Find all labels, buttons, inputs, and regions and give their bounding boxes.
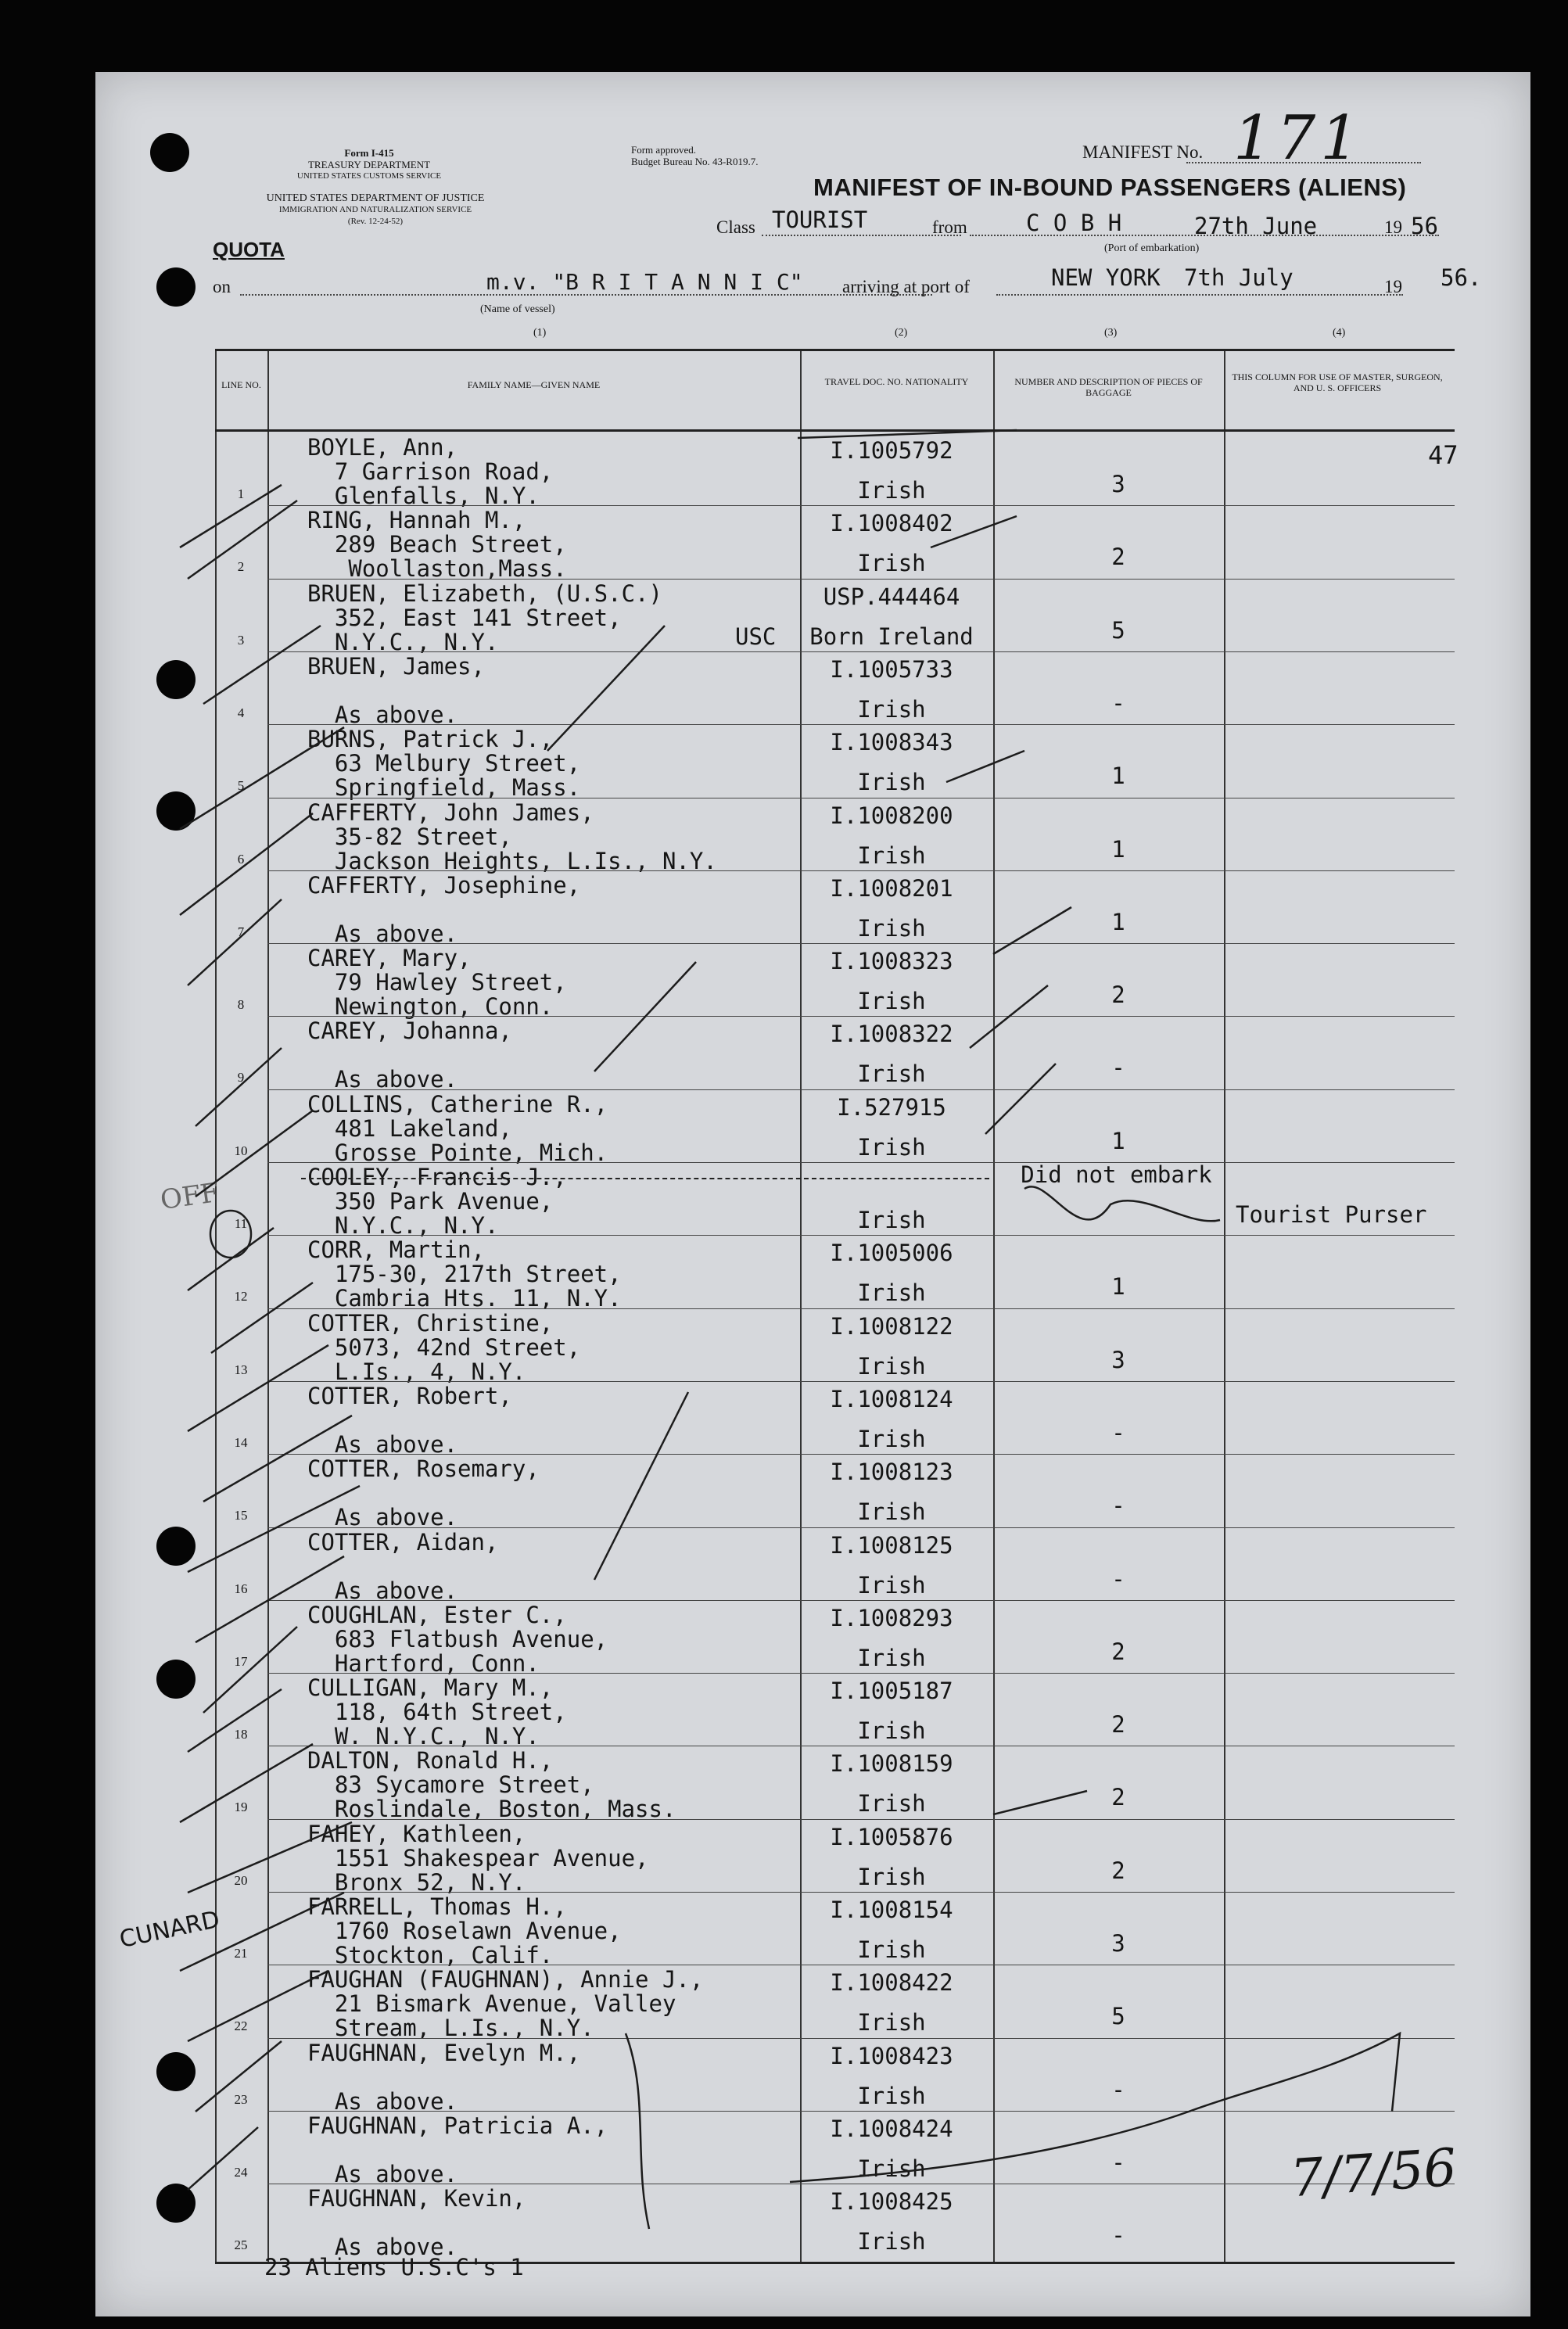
row-divider <box>267 1892 1455 1893</box>
arrival-year: 56. <box>1441 264 1482 291</box>
arrival-date: 7th July <box>1184 264 1294 291</box>
date-stamp: 7/7/56 <box>1288 2137 1459 2209</box>
col-num-4: (4) <box>1333 327 1346 339</box>
travel-doc-number: I.1008293 <box>830 1604 953 1631</box>
line-number: 23 <box>234 2091 248 2107</box>
form-header-left: Form I-415 TREASURY DEPARTMENT UNITED STATES CUSTOMS SERVICE <box>296 147 442 181</box>
baggage-count: 1 <box>1111 763 1125 790</box>
row-divider <box>267 1381 1455 1382</box>
line-number: 21 <box>234 1946 248 1961</box>
travel-doc-number: I.1005006 <box>830 1240 953 1267</box>
passenger-name-address: COTTER, Robert, As above. <box>307 1382 512 1458</box>
table-row <box>215 2184 1455 2261</box>
travel-doc-number: I.527915 <box>837 1093 946 1121</box>
travel-doc-number: I.1008425 <box>830 2188 953 2216</box>
line-number: 19 <box>234 1800 248 1815</box>
col-num-3: (3) <box>1104 327 1118 339</box>
baggage-count: 2 <box>1111 981 1125 1009</box>
table-row <box>215 1381 1455 1458</box>
col-num-1: (1) <box>533 327 547 339</box>
line-number: 8 <box>237 997 245 1013</box>
baggage-count: - <box>1111 689 1125 716</box>
travel-doc-number: I.1008154 <box>830 1897 953 1923</box>
baggage-count: 1 <box>1111 835 1125 863</box>
passenger-name-address: COTTER, Aidan, As above. <box>307 1528 499 1604</box>
year-prefix: 19 <box>1384 217 1402 237</box>
passenger-name-address: CAFFERTY, Josephine, As above. <box>307 871 581 947</box>
row-divider <box>267 724 1455 725</box>
table-row <box>215 651 1455 728</box>
nationality: Irish <box>857 1133 926 1161</box>
passenger-name-address: FAUGHNAN, Patricia A., As above. <box>307 2112 608 2187</box>
passenger-name-address: BOYLE, Ann, 7 Garrison Road, Glenfalls, N.Y. <box>307 434 554 509</box>
punch-hole <box>156 2184 196 2223</box>
nationality: Irish <box>857 914 926 942</box>
arrival-port: NEW YORK <box>1051 264 1161 291</box>
arriving-label: arriving at port of <box>842 277 970 296</box>
col-num-2: (2) <box>895 327 908 339</box>
table-row <box>215 1016 1455 1093</box>
line-number: 24 <box>234 2164 248 2180</box>
row-divider <box>267 2038 1455 2039</box>
year-prefix-2: 19 <box>1384 277 1402 296</box>
nationality: Irish <box>857 1279 926 1307</box>
travel-doc-number: I.1008159 <box>830 1750 953 1778</box>
table-row <box>215 1454 1455 1531</box>
table-row <box>215 1161 1455 1239</box>
nationality: Irish <box>857 1644 926 1671</box>
line-number: 1 <box>237 486 245 501</box>
col-header-officers: THIS COLUMN FOR USE OF MASTER, SURGEON, AND U. S. OFFICERS <box>1232 371 1443 393</box>
passenger-name-address: BURNS, Patrick J., 63 Melbury Street, Springfield, Mass. <box>307 726 581 802</box>
travel-doc-number: I.1008200 <box>830 802 953 829</box>
travel-doc-number: I.1008422 <box>830 1969 953 1997</box>
line-number: 11 <box>234 1216 248 1231</box>
travel-doc-number: I.1005733 <box>830 655 953 683</box>
nationality: Irish <box>857 1863 926 1890</box>
passenger-table <box>215 349 1455 2264</box>
line-number: 15 <box>234 1508 248 1523</box>
table-row <box>215 1673 1455 1750</box>
row-divider <box>267 579 1455 580</box>
col-header-doc: TRAVEL DOC. NO. NATIONALITY <box>824 376 969 387</box>
punch-hole <box>156 267 196 307</box>
baggage-count: 1 <box>1111 1273 1125 1301</box>
travel-doc-number: I.1008123 <box>830 1459 953 1486</box>
row-divider <box>267 1308 1455 1309</box>
nationality: Irish <box>857 769 926 796</box>
baggage-count: 3 <box>1111 1930 1125 1957</box>
travel-doc-number: I.1008402 <box>830 510 953 537</box>
line-number: 20 <box>234 1872 248 1888</box>
line-number: 2 <box>237 559 245 575</box>
line-number: 6 <box>237 851 245 867</box>
table-row <box>215 1600 1455 1677</box>
baggage-count: 2 <box>1111 1711 1125 1739</box>
baggage-count: - <box>1111 2076 1125 2103</box>
table-row <box>215 579 1455 655</box>
travel-doc-number: I.1008125 <box>830 1531 953 1559</box>
table-row <box>215 1746 1455 1823</box>
baggage-count: 1 <box>1111 1127 1125 1154</box>
table-row <box>215 1308 1455 1385</box>
table-row <box>215 432 1455 509</box>
on-label: on <box>213 277 231 296</box>
page-count: 47 <box>1428 440 1459 470</box>
nationality: Irish <box>857 1936 926 1963</box>
passenger-name-address: FARRELL, Thomas H., 1760 Roselawn Avenue, Stockton, Calif. <box>307 1893 622 1968</box>
line-number: 7 <box>237 924 245 939</box>
nationality: Irish <box>857 842 926 869</box>
from-label: from <box>932 217 967 237</box>
nationality: Irish <box>857 550 926 577</box>
travel-doc-number: I.1008201 <box>830 874 953 902</box>
nationality: Irish <box>857 2155 926 2182</box>
line-number: 14 <box>234 1434 248 1450</box>
baggage-count: 5 <box>1111 2003 1125 2030</box>
line-number: 18 <box>234 1727 248 1742</box>
line-number: 5 <box>237 778 245 794</box>
travel-doc-number: I.1008124 <box>830 1385 953 1412</box>
row-divider <box>267 1162 1455 1163</box>
baggage-count: - <box>1111 2148 1125 2176</box>
from-port: C O B H <box>1026 210 1122 236</box>
line-number: 13 <box>234 1362 248 1377</box>
manifest-number: 171 <box>1233 103 1364 174</box>
baggage-count: 2 <box>1111 544 1125 571</box>
table-row <box>215 1089 1455 1166</box>
row-divider <box>267 1454 1455 1455</box>
row-divider <box>267 1819 1455 1820</box>
line-number: 9 <box>237 1070 245 1086</box>
row-divider <box>267 870 1455 871</box>
col-header-baggage: NUMBER AND DESCRIPTION OF PIECES OF BAGGAGE <box>1014 376 1203 398</box>
nationality: Irish <box>857 477 926 504</box>
passenger-name-address: COUGHLAN, Ester C., 683 Flatbush Avenue, Hartford, Conn. <box>307 1601 608 1677</box>
baggage-count: 1 <box>1111 908 1125 935</box>
line-number: 16 <box>234 1581 248 1596</box>
table-row <box>215 943 1455 1021</box>
travel-doc-number: I.1005792 <box>830 437 953 464</box>
punch-hole <box>156 1527 196 1566</box>
travel-doc-number: USP.444464 <box>823 583 960 610</box>
line-number: 3 <box>237 632 245 648</box>
passenger-name-address: DALTON, Ronald H., 83 Sycamore Street, Roslindale, Boston, Mass. <box>307 1747 676 1823</box>
baggage-count: 3 <box>1111 471 1125 497</box>
passenger-name-address: BRUEN, Elizabeth, (U.S.C.) 352, East 141 Street, N.Y.C., N.Y. <box>307 580 662 655</box>
table-row <box>215 1819 1455 1896</box>
passenger-name-address: COTTER, Christine, 5073, 42nd Street, L.Is., 4, N.Y. <box>307 1309 581 1385</box>
passenger-name-address: CORR, Martin, 175-30, 217th Street, Cambria Hts. 11, N.Y. <box>307 1236 622 1312</box>
line-number: 4 <box>237 705 245 720</box>
punch-hole <box>150 133 189 172</box>
baggage-count: 2 <box>1111 1857 1125 1884</box>
passenger-name-address: RING, Hannah M., 289 Beach Street, Woollaston,Mass. <box>307 507 567 583</box>
row-divider <box>267 1016 1455 1017</box>
line-number: 17 <box>234 1653 248 1669</box>
table-row <box>215 2111 1455 2187</box>
row-divider <box>267 2111 1455 2112</box>
manifest-no-label: MANIFEST No. <box>1082 142 1204 162</box>
passenger-name-address: CAFFERTY, John James, 35-82 Street, Jackson Heights, L.Is., N.Y. <box>307 798 717 874</box>
table-row <box>215 1892 1455 1968</box>
baggage-count: Did not embark <box>1021 1161 1212 1188</box>
passenger-name-address: COLLINS, Catherine R., 481 Lakeland, Grosse Pointe, Mich. <box>307 1090 608 1166</box>
baggage-count: 2 <box>1111 1638 1125 1665</box>
row-divider <box>267 1089 1455 1090</box>
punch-hole <box>156 791 196 831</box>
travel-doc-number: I.1008322 <box>830 1021 953 1048</box>
travel-doc-number: I.1005876 <box>830 1823 953 1850</box>
baggage-count: - <box>1111 1492 1125 1520</box>
row-divider <box>267 505 1455 506</box>
vessel-note: (Name of vessel) <box>480 303 555 315</box>
strikethrough-line <box>301 1178 989 1179</box>
nationality: Irish <box>857 2082 926 2109</box>
nationality: Irish <box>857 2009 926 2037</box>
table-row <box>215 1527 1455 1604</box>
passenger-name-address: COTTER, Rosemary, As above. <box>307 1455 540 1531</box>
nationality: Irish <box>857 1571 926 1599</box>
nationality: Irish <box>857 1425 926 1452</box>
nationality: Irish <box>857 1498 926 1526</box>
line-number: 10 <box>234 1143 248 1158</box>
baggage-count: 5 <box>1111 616 1125 644</box>
nationality: Irish <box>857 1207 926 1233</box>
passenger-name-address: FAHEY, Kathleen, 1551 Shakespear Avenue, Bronx 52, N.Y. <box>307 1820 649 1896</box>
nationality: Irish <box>857 1790 926 1818</box>
travel-doc-number: I.1008323 <box>830 948 953 975</box>
nationality: Born Ireland <box>809 623 974 650</box>
table-row <box>215 2038 1455 2115</box>
cunard-note: CUNARD <box>117 1905 223 1954</box>
passenger-name-address: CAREY, Johanna, As above. <box>307 1017 512 1093</box>
nationality: Irish <box>857 1060 926 1088</box>
travel-doc-number: I.1008423 <box>830 2042 953 2069</box>
manifest-title: MANIFEST OF IN-BOUND PASSENGERS (ALIENS) <box>813 174 1407 201</box>
passenger-name-address: BRUEN, James, As above. <box>307 652 485 728</box>
baggage-count: 2 <box>1111 1784 1125 1811</box>
baggage-count: - <box>1111 1054 1125 1082</box>
nationality: Irish <box>857 1717 926 1745</box>
travel-doc-number: I.1008122 <box>830 1312 953 1340</box>
row-divider <box>267 651 1455 652</box>
punch-hole <box>156 660 196 699</box>
form-header-justice: UNITED STATES DEPARTMENT OF JUSTICE IMMIGRATION AND NATURALIZATION SERVICE (Rev. 12-24-52) <box>266 192 485 226</box>
line-number: 25 <box>234 2237 248 2253</box>
baggage-count: 3 <box>1111 1346 1125 1373</box>
table-row <box>215 505 1455 583</box>
line-number: 22 <box>234 2019 248 2034</box>
margin-off-note: OFF <box>158 1176 221 1217</box>
passenger-name-address: FAUGHAN (FAUGHNAN), Annie J., 21 Bismark Avenue, Valley Stream, L.Is., N.Y. <box>307 1966 704 2042</box>
punch-hole <box>156 2052 196 2091</box>
line-number: 12 <box>234 1289 248 1304</box>
passenger-name-address: COOLEY, Francis J., 350 Park Avenue, N.Y.C., N.Y. <box>307 1164 567 1239</box>
row-divider <box>267 943 1455 944</box>
vessel-name: m.v. "B R I T A N N I C" <box>486 269 803 295</box>
table-row <box>215 724 1455 802</box>
nationality: Irish <box>857 1352 926 1380</box>
baggage-count: - <box>1111 2222 1125 2249</box>
citizen-note: USC <box>735 623 777 650</box>
nationality: Irish <box>857 2228 926 2255</box>
row-divider <box>267 1527 1455 1528</box>
quota-label: QUOTA <box>213 238 285 261</box>
footer-tally: 23 Aliens U.S.C's 1 <box>264 2254 524 2281</box>
col-header-name: FAMILY NAME—GIVEN NAME <box>467 379 601 390</box>
passenger-name-address: FAUGHNAN, Kevin, As above. <box>307 2185 526 2261</box>
travel-doc-number: I.1008424 <box>830 2115 953 2142</box>
from-year: 56 <box>1411 213 1438 239</box>
baggage-count: - <box>1111 1565 1125 1592</box>
table-row <box>215 870 1455 947</box>
nationality: Irish <box>857 695 926 723</box>
class-label: Class <box>716 217 755 237</box>
officer-note: Tourist Purser <box>1236 1201 1427 1228</box>
passenger-name-address: CULLIGAN, Mary M., 118, 64th Street, W. N.Y.C., N.Y. <box>307 1674 567 1750</box>
class-value: TOURIST <box>772 206 868 233</box>
travel-doc-number: I.1005187 <box>830 1678 953 1705</box>
form-approval: Form approved. Budget Bureau No. 43-R019.7. <box>631 144 759 167</box>
row-divider <box>267 1600 1455 1601</box>
embark-note: (Port of embarkation) <box>1104 242 1200 254</box>
col-header-line: LINE NO. <box>221 379 261 390</box>
row-divider <box>267 1235 1455 1236</box>
passenger-name-address: FAUGHNAN, Evelyn M., As above. <box>307 2039 581 2115</box>
nationality: Irish <box>857 988 926 1015</box>
table-row <box>215 1235 1455 1312</box>
travel-doc-number: I.1008343 <box>830 729 953 756</box>
table-row <box>215 798 1455 874</box>
from-date: 27th June <box>1194 213 1318 239</box>
row-divider <box>267 1673 1455 1674</box>
baggage-count: - <box>1111 1419 1125 1446</box>
table-row <box>215 1965 1455 2042</box>
passenger-name-address: CAREY, Mary, 79 Hawley Street, Newington, Conn. <box>307 945 567 1021</box>
punch-hole <box>156 1660 196 1699</box>
